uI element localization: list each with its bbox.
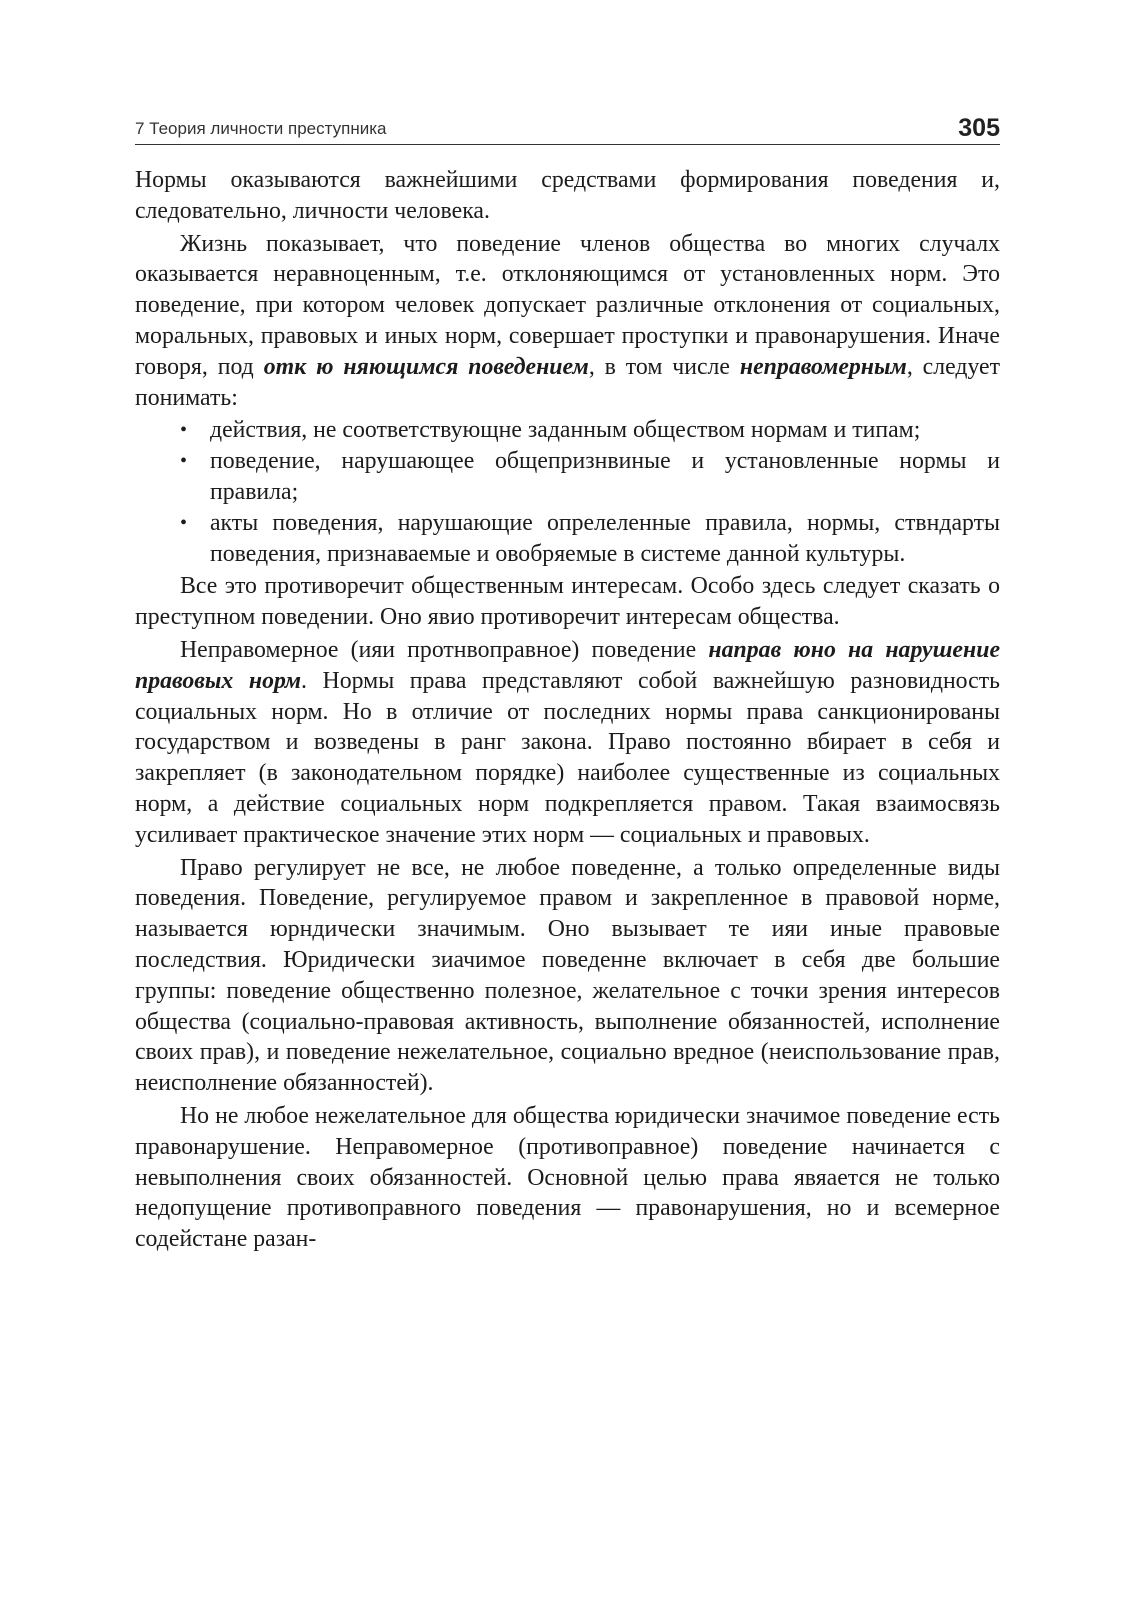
paragraph-1: Нормы оказываются важнейшими средствами формирования поведения и, следовательно, личности человека. [135,167,1000,224]
bullet-list [135,415,1000,569]
bullet-icon: • [180,511,188,534]
paragraph-3: Все это противоречит общественным интересам. Особо здесь следует сказать о преступном поведении. Оно явио противоречит интересам общества. [135,573,1000,631]
bullet-icon: • [180,419,188,442]
list-item [135,415,1000,446]
paragraph-4-text-a: Неправомерное (ияи протнвоправное) поведение [180,636,709,663]
body-text [135,165,1000,1257]
page-number: 305 [958,114,1000,142]
list-item [135,446,1000,508]
paragraph-2-text-a: Жизнь показывает, что поведение членов общества во многих случалх оказывается неравноценным, т.е. отклоняющимся от установленных норм. Это поведение, при котором человек допускает различные отклонения от социальных, моральных, правовых и иных норм, совершает проступки и правонарушения. Иначе говоря, под [135,230,1000,380]
paragraph-4 [135,635,1000,851]
list-item [135,508,1000,570]
term-unlawful: неправомерным [739,353,907,380]
paragraph-2 [135,229,1000,414]
paragraph-4-text-b: . Нормы права представляют собой важнейшую разновидность социальных норм. Но в отличие от последних нормы права санкционированы государством и возведены в ранг закона. Право постоянно вбирает в себя и закрепляет (в законодательном порядке) наиболее существенные из социальных норм, а действие социальных норм подкрепляется правом. Такая взаимосвязь усиливает практическое значение этих норм — социальных и правовых. [135,667,1000,848]
list-item-text: поведение, нарушающее общепризнвиные и установленные нормы и правила; [210,448,1000,505]
bullet-icon: • [180,450,188,473]
chapter-title: 7 Теория личности преступника [135,119,387,138]
list-item-text: действия, не соответствующне заданным обществом нормам и типам; [210,417,921,444]
term-directed-at-violation: направ юно на нарушение правовых норм [135,636,1001,694]
paragraph-2-text-b: , в том числе [588,353,740,380]
paragraph-2-text-c: , следует понимать: [135,353,1001,411]
paragraph-6: Но не любое нежелательное для общества юридически значимое поведение есть правонарушение. Неправомерное (противоправное) поведение начинается с невыполнения своих обязанностей. Основной целью права явяается не только недопущение противоправного поведения — правонарушения, но и всемерное содейстане разан- [135,1102,1000,1253]
running-header [135,112,1000,145]
paragraph-5: Право регулирует не все, не любое поведенне, а только определенные виды поведения. Поведение, регулируемое правом и закрепленное в правовой норме, называется юрндически значимым. Оно вызывает те ияи иные правовые последствия. Юридически зиачимое поведенне включает в себя две большие группы: поведение общественно полезное, желательное с точки зрения интересов общества (социально-правовая активность, выполнение обязанностей, исполнение своих прав), и поведение нежелательное, социально вредное (неиспользование прав, неисполнение обязанностей). [135,854,1000,1097]
term-deviant-behavior: отк ю няющимся поведением [263,353,589,380]
list-item-text: акты поведения, нарушающие опрелеленные правила, нормы, ствндарты поведения, признаваемые и овобряемые в системе данной культуры. [210,509,1000,567]
